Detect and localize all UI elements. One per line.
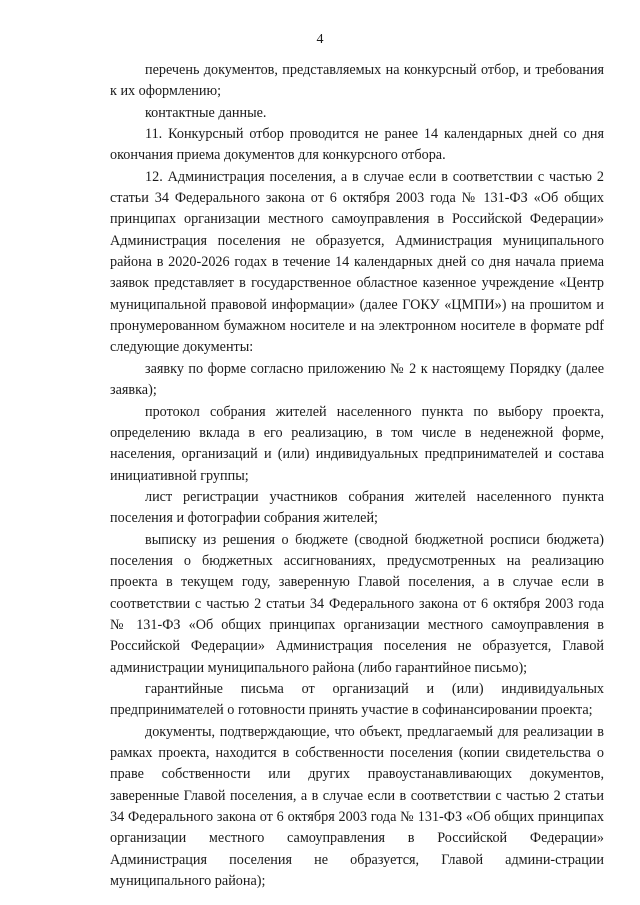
paragraph-clause-11: 11. Конкурсный отбор проводится не ранее 14 календарных дней со дня окончания приема документов для конкурсного отбора. — [110, 126, 604, 164]
paragraph-ownership-documents: документы, подтверждающие, что объект, предлагаемый для реализации в рамках проекта, находится в собственности поселения (копии свидетельства о праве собственности или других правоустанавливающих документов, заверенные Главой поселения, а в случае если в соответствии с частью 2 статьи 34 Федерального закона от 6 октября 2003 года № 131-ФЗ «Об общих принципах организации местного самоуправления в Российской Федерации» Администрация поселения не образуется, Главой админи-страции муниципального района); — [110, 723, 604, 890]
paragraph-documents-list-requirements: перечень документов, представляемых на конкурсный отбор, и требования к их оформлению; — [110, 62, 604, 100]
paragraph-registration-sheet: лист регистрации участников собрания жителей населенного пункта поселения и фотографии собрания жителей; — [110, 488, 604, 527]
paragraph-application-form: заявку по форме согласно приложению № 2 к настоящему Порядку (далее заявка); — [110, 360, 604, 399]
paragraph-budget-extract: выписку из решения о бюджете (сводной бюджетной росписи бюджета) поселения о бюджетных ассигнованиях, предусмотренных на реализацию проекта в текущем году, заверенную Главой поселения, а в случае если в соответствии с частью 2 статьи 34 Федерального закона от 6 октября 2003 года № 131-ФЗ «Об общих принципах организации местного самоуправления в Российской Федерации» Администрация поселения не образуется, Главой администрации муниципального района (либо гарантийное письмо); — [110, 531, 604, 676]
paragraph-meeting-protocol: протокол собрания жителей населенного пункта по выбору проекта, определению вклада в его реализацию, в том числе в неденежной форме, населения, организаций и (или) индивидуальных предпринимателей и состава инициативной группы; — [110, 403, 604, 484]
paragraph-clause-12: 12. Администрация поселения, а в случае если в соответствии с частью 2 статьи 34 Федерального закона от 6 октября 2003 года № 131-ФЗ «Об общих принципах организации местного самоуправления в Российской Федерации» Администрация поселения не образуется, Администрация муниципального района в 2020-2026 годах в течение 14 календарных дней со дня начала приема заявок представляет в государственное областное казенное учреждение «Центр муниципальной правовой информации» (далее ГОКУ «ЦМПИ») на прошитом и пронумерованном бумажном носителе и на электронном носителе в формате pdf следующие документы: — [110, 168, 604, 356]
page-number: 4 — [316, 32, 324, 47]
document-body — [110, 60, 604, 892]
paragraph-contact-data: контактные данные. — [145, 104, 267, 121]
paragraph-guarantee-letters: гарантийные письма от организаций и (или) индивидуальных предпринимателей о готовности принять участие в софинансировании проекта; — [110, 680, 604, 719]
